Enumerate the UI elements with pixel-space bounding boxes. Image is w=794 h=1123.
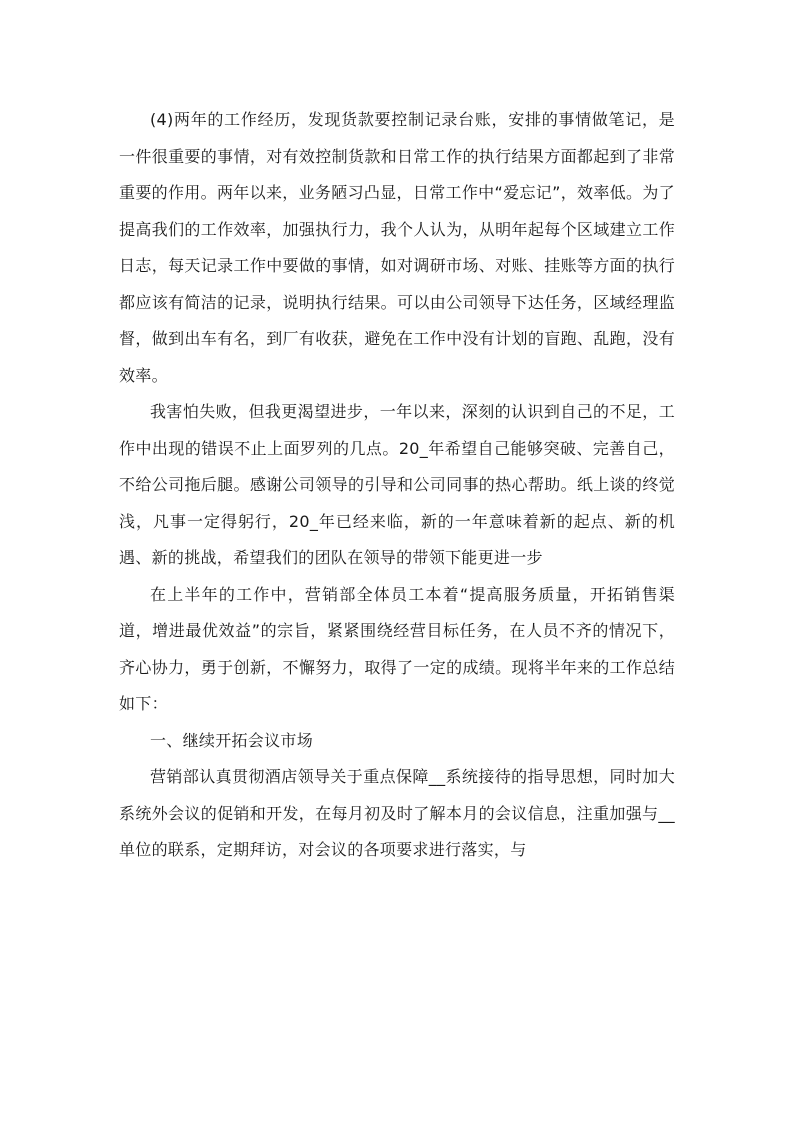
- paragraph-1: (4)两年的工作经历，发现货款要控制记录台账，安排的事情做笔记，是一件很重要的事情，对有效控制货款和日常工作的执行结果方面都起到了非常重要的作用。两年以来，业务陋习凸显，日常工作中“爱忘记”，效率低。为了提高我们的工作效率，加强执行力，我个人认为，从明年起每个区域建立工作日志，每天记录工作中要做的事情，如对调研市场、对账、挂账等方面的执行都应该有简洁的记录，说明执行结果。可以由公司领导下达任务，区域经理监督，做到出车有名，到厂有收获，避免在工作中没有计划的盲跑、乱跑，没有效率。: [119, 110, 675, 385]
- paragraph-4: 营销部认真贯彻酒店领导关于重点保障__系统接待的指导思想，同时加大系统外会议的促销和开发，在每月初及时了解本月的会议信息，注重加强与__单位的联系，定期拜访，对会议的各项要求进行落实，与: [119, 767, 675, 859]
- paragraph-2: 我害怕失败，但我更渴望进步，一年以来，深刻的认识到自己的不足，工作中出现的错误不止上面罗列的几点。20_年希望自己能够突破、完善自己，不给公司拖后腿。感谢公司领导的引导和公司同事的热心帮助。纸上谈的终觉浅，凡事一定得躬行，20_年已经来临，新的一年意味着新的起点、新的机遇、新的挑战，希望我们的团队在领导的带领下能更进一步: [119, 402, 675, 567]
- section-heading: 一、继续开拓会议市场: [150, 730, 314, 750]
- paragraph-3: 在上半年的工作中，营销部全体员工本着“提高服务质量，开拓销售渠道，增进最优效益”的宗旨，紧紧围绕经营目标任务，在人员不齐的情况下，齐心协力，勇于创新，不懈努力，取得了一定的成绩。现将半年来的工作总结如下：: [119, 584, 675, 713]
- document-body: [119, 102, 675, 869]
